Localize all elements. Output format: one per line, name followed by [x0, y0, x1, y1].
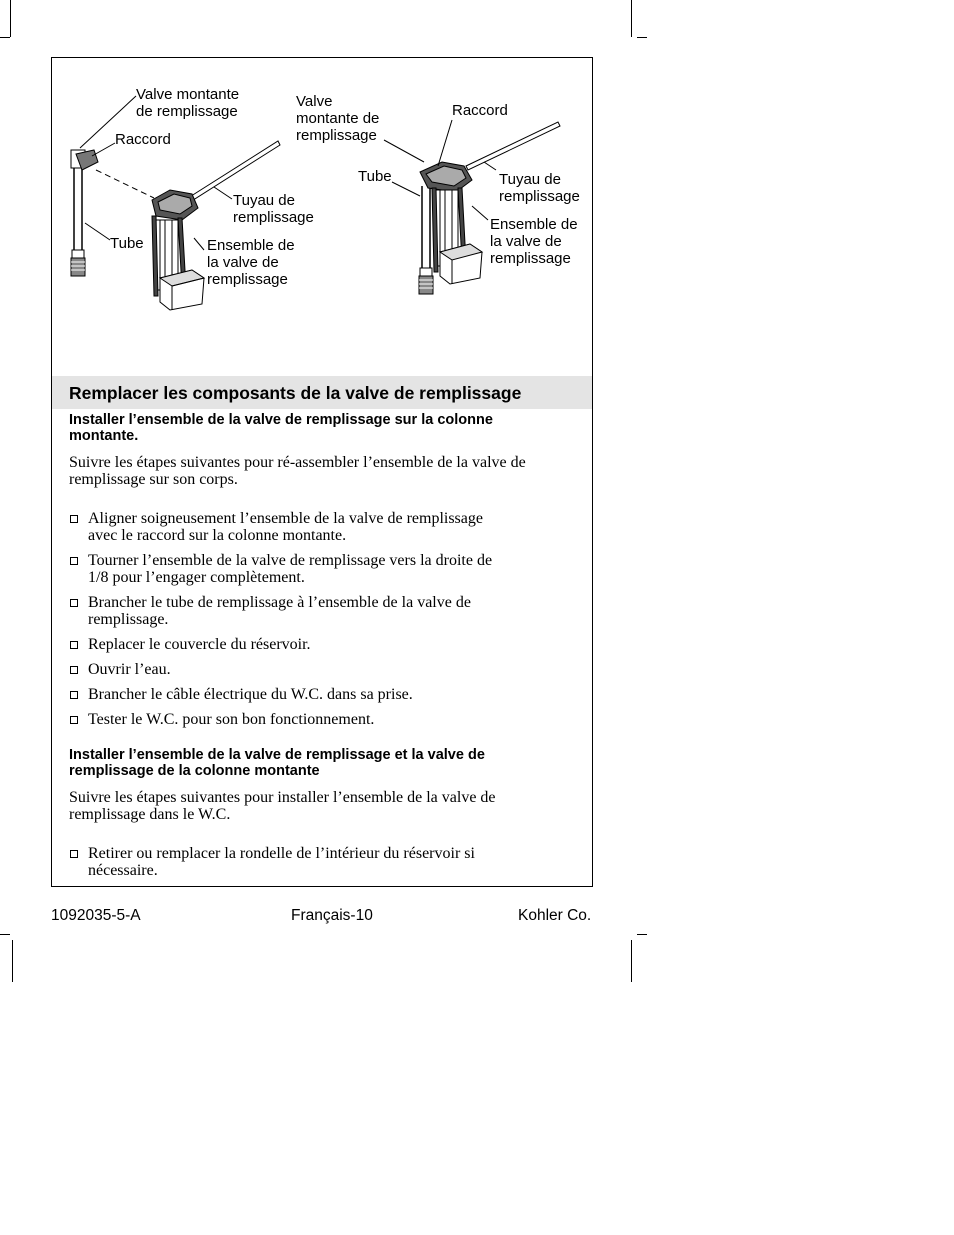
label-valve-montante-left: Valve montante de remplissage: [136, 86, 240, 120]
step-item: [69, 845, 574, 879]
label-ensemble-left: Ensemble de la valve de remplissage: [207, 237, 295, 288]
intro-paragraph-1: Suivre les étapes suivantes pour ré-assembler l’ensemble de la valve de remplissage sur son corps.: [69, 454, 526, 488]
step-item: [69, 594, 574, 628]
section-header-bar: [52, 376, 592, 409]
crop-mark: [10, 0, 11, 37]
label-raccord-left: Raccord: [115, 131, 171, 148]
step-text: Tourner l’ensemble de la valve de remplissage vers la droite de 1/8 pour l’engager complètement.: [88, 552, 493, 586]
checkbox-square-icon: [70, 557, 78, 565]
step-text: Ouvrir l’eau.: [88, 661, 171, 678]
intro-paragraph-2: Suivre les étapes suivantes pour installer l’ensemble de la valve de remplissage dans le W.C.: [69, 789, 496, 823]
crop-mark: [637, 37, 647, 38]
crop-mark: [12, 940, 13, 982]
step-text: Retirer ou remplacer la rondelle de l’intérieur du réservoir si nécessaire.: [88, 845, 475, 879]
step-list-1: [69, 510, 574, 728]
checkbox-square-icon: [70, 515, 78, 523]
label-tube-right: Tube: [358, 168, 392, 185]
section-title: Remplacer les composants de la valve de remplissage: [69, 383, 522, 403]
step-item: [69, 661, 574, 678]
label-raccord-right: Raccord: [452, 102, 508, 119]
crop-mark: [631, 940, 632, 982]
label-tube-left: Tube: [110, 235, 144, 252]
checkbox-square-icon: [70, 641, 78, 649]
checkbox-square-icon: [70, 599, 78, 607]
step-item: [69, 552, 574, 586]
step-text: Brancher le câble électrique du W.C. dans sa prise.: [88, 686, 413, 703]
crop-mark: [637, 934, 647, 935]
content-frame: [51, 57, 593, 887]
step-item: [69, 711, 574, 728]
crop-mark: [0, 934, 10, 935]
subheading-install-assembly: Installer l’ensemble de la valve de remplissage sur la colonne montante.: [69, 412, 493, 444]
label-tuyau-right: Tuyau de remplissage: [499, 171, 580, 205]
step-list-2: [69, 845, 574, 879]
checkbox-square-icon: [70, 716, 78, 724]
label-ensemble-right: Ensemble de la valve de remplissage: [490, 216, 578, 267]
subheading-install-assembly-and-riser: Installer l’ensemble de la valve de remplissage et la valve de remplissage de la colonne montante: [69, 747, 485, 779]
crop-mark: [631, 0, 632, 37]
checkbox-square-icon: [70, 691, 78, 699]
step-text: Replacer le couvercle du réservoir.: [88, 636, 311, 653]
checkbox-square-icon: [70, 666, 78, 674]
footer-company: Kohler Co.: [518, 907, 592, 924]
checkbox-square-icon: [70, 850, 78, 858]
step-item: [69, 636, 574, 653]
footer-doc-number: 1092035-5-A: [51, 907, 141, 924]
step-item: [69, 510, 574, 544]
step-text: Tester le W.C. pour son bon fonctionnement.: [88, 711, 375, 728]
footer-page-number: Français-10: [291, 907, 373, 924]
step-text: Brancher le tube de remplissage à l’ensemble de la valve de remplissage.: [88, 594, 471, 628]
step-text: Aligner soigneusement l’ensemble de la valve de remplissage avec le raccord sur la colonne montante.: [88, 510, 483, 544]
label-tuyau-left: Tuyau de remplissage: [233, 192, 314, 226]
crop-mark: [0, 37, 10, 38]
label-valve-montante-right: Valve montante de remplissage: [296, 93, 380, 144]
step-item: [69, 686, 574, 703]
fill-valve-illustration: [52, 58, 592, 376]
